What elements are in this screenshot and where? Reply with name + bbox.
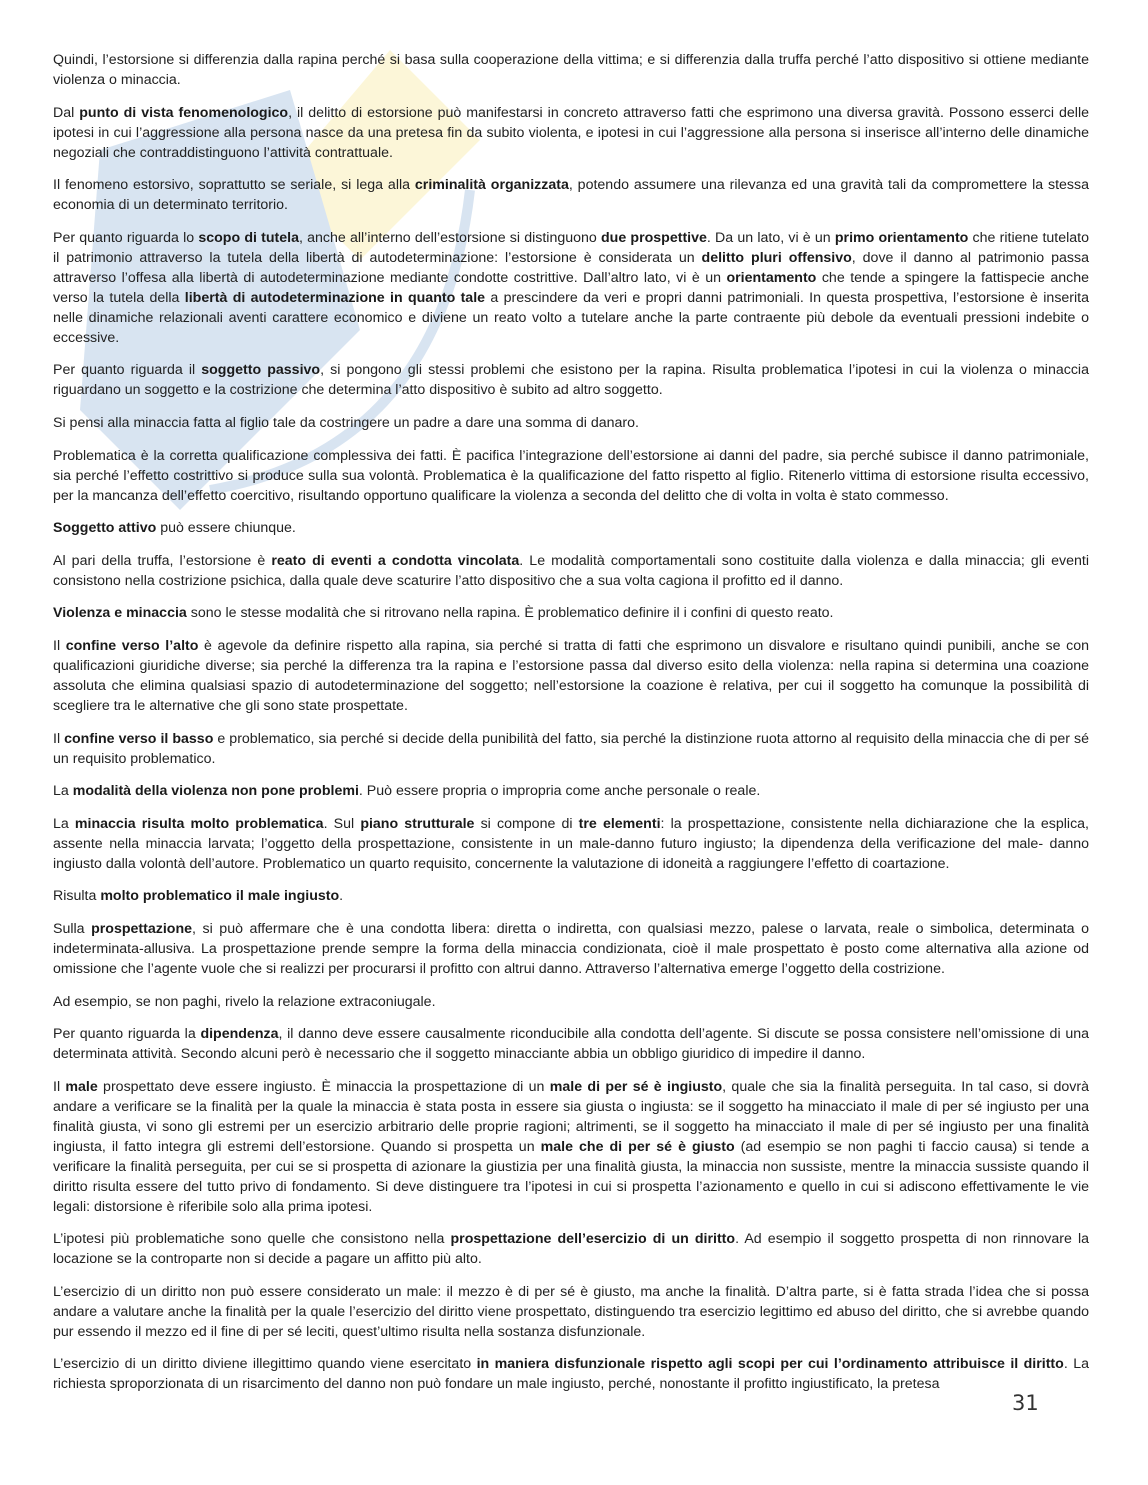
text-run: è agevole da definire rispetto alla rapina, sia perché si tratta di fatti che esprimono un disvalore e risultano quindi punibili, anche se con qualificazioni giuridiche diverse; sia perché la differenza tra la rapina e l’estorsione passa dal diverso esito della violenza: nella rapina si determina una coazione assoluta che elimina qualsiasi spazio di autodeterminazione del soggetto; nell’estorsione la coazione è relativa, per cui il soggetto ha comunque la possibilità di scegliere tra le alternative che gli sono state prospettate.	[53, 637, 1089, 714]
text-run: Il	[53, 1078, 66, 1095]
text-run: Il	[53, 730, 65, 747]
text-run: , quale che sia la finalità perseguita. In tal caso, si dovrà andare a verificare se la finalità per la quale la minaccia è stata posta in essere sia giusta o ingiusta: se il soggetto ha minacciato il male di per sé ingiusto per una finalità giusta, vi sono gli estremi per un esercizio arbitrario delle proprie ragioni; altrimenti, se il soggetto ha minacciato il male di per sé ingiusto per una finalità ingiusta, il fatto integra gli estremi dell’estorsione. Quando si prospetta un	[53, 1078, 1089, 1155]
page-number: 31	[1012, 1391, 1039, 1415]
bold-term: criminalità organizzata	[414, 177, 569, 194]
paragraph	[53, 603, 1089, 623]
paragraph	[53, 1229, 1089, 1269]
bold-term: male di per sé è ingiusto	[549, 1078, 723, 1095]
bold-term: piano strutturale	[360, 815, 475, 832]
text-run: Per quanto riguarda il	[53, 362, 202, 379]
paragraph	[53, 518, 1089, 538]
bold-term: scopo di tutela	[198, 229, 299, 246]
bold-term: reato di eventi a condotta vincolata	[271, 552, 520, 569]
text-run: L’ipotesi più problematiche sono quelle che consistono nella	[53, 1231, 451, 1248]
bold-term: confine verso l’alto	[65, 637, 199, 654]
paragraph	[53, 446, 1089, 506]
text-run: L’esercizio di un diritto non può essere considerato un male: il mezzo è di per sé è giusto, ma anche la finalità. D’altra parte, si è fatta strada l’idea che si possa andare a valutare anche la finalità per la quale l’esercizio del diritto viene prospettato, distinguendo tra esercizio legittimo ed abuso del diritto, che si avrebbe quando pur essendo il mezzo ed il fine di per sé leciti, quest’ultimo risulta nella sostanza disfunzionale.	[53, 1283, 1089, 1340]
bold-term: libertà di autodeterminazione in quanto tale	[184, 289, 486, 306]
text-run: che tende a spingere la fattispecie anche verso la tutela della	[53, 269, 1089, 306]
text-run: Dal	[53, 104, 80, 121]
paragraph	[53, 919, 1089, 979]
text-run: Il fenomeno estorsivo, soprattutto se seriale, si lega alla	[53, 177, 415, 194]
bold-term: modalità della violenza non pone problemi	[72, 783, 359, 800]
text-run: L’esercizio di un diritto diviene illegittimo quando viene esercitato	[53, 1356, 477, 1373]
bold-term: dipendenza	[200, 1026, 279, 1043]
page-body	[53, 50, 1089, 1407]
paragraph	[53, 413, 1089, 433]
text-run: Sulla	[53, 920, 92, 937]
paragraph	[53, 781, 1089, 801]
text-run: Per quanto riguarda la	[53, 1026, 201, 1043]
bold-term: due prospettive	[601, 229, 707, 246]
bold-term: molto problematico il male ingiusto	[100, 888, 340, 905]
text-run: . Sul	[323, 815, 361, 832]
text-run: Il	[53, 637, 66, 654]
bold-term: prospettazione dell’esercizio di un diritto	[450, 1231, 736, 1248]
bold-term: soggetto passivo	[201, 362, 321, 379]
bold-term: minaccia risulta molto problematica	[74, 815, 324, 832]
bold-term: tre elementi	[578, 815, 661, 832]
text-run: Per quanto riguarda lo	[53, 229, 199, 246]
text-run: . Da un lato, vi è un	[706, 229, 835, 246]
text-run: . Le modalità comportamentali sono costituite dalla violenza e dalla minaccia; gli eventi consistono nella costrizione psichica, dalla quale deve scaturire l’atto dispositivo che a sua volta cagiona il profitto ed il danno.	[53, 552, 1089, 589]
text-run: , si pongono gli stessi problemi che esistono per la rapina. Risulta problematica l’ipotesi in cui la violenza o minaccia riguardano un soggetto e la costrizione che determina l’atto dispositivo è subito ad altro soggetto.	[53, 362, 1089, 399]
text-run: . Può essere propria o impropria come anche personale o reale.	[358, 783, 761, 800]
text-run: (ad esempio se non paghi ti faccio causa) si tende a verificare la finalità perseguita, per cui se si prospetta di azionare la giustizia per una finalità giusta, la minaccia non sussiste, mentre la minaccia sussiste quando il diritto risulta essere del tutto privo di fondamento. Si deve distinguere tra l’ipotesi in cui si prospetta l’azionamento e quello in cui si adiscono effettivamente le vie legali: distorsione è riferibile solo alla prima ipotesi.	[53, 1138, 1089, 1215]
paragraph	[53, 551, 1089, 591]
text-run: La	[53, 783, 73, 800]
paragraph	[53, 103, 1089, 163]
paragraph	[53, 1354, 1089, 1394]
bold-term: orientamento	[726, 269, 817, 286]
bold-term: delitto pluri offensivo	[701, 249, 852, 266]
text-run: sono le stesse modalità che si ritrovano nella rapina. È problematico definire il i confini di questo reato.	[186, 605, 834, 622]
text-run: Quindi, l’estorsione si differenzia dalla rapina perché si basa sulla cooperazione della vittima; e si differenzia dalla truffa perché l’atto dispositivo si ottiene mediante violenza o minaccia.	[53, 52, 1089, 88]
text-run: Risulta	[53, 888, 101, 905]
text-run: La	[53, 815, 75, 832]
paragraph	[53, 360, 1089, 400]
bold-term: in maniera disfunzionale rispetto agli scopi per cui l’ordinamento attribuisce il diritto	[476, 1356, 1064, 1373]
text-run: Al pari della truffa, l’estorsione è	[53, 552, 272, 569]
paragraph	[53, 886, 1089, 906]
text-run: Problematica è la corretta qualificazione complessiva dei fatti. È pacifica l’integrazione dell’estorsione ai danni del padre, sia perché subisce il danno patrimoniale, sia perché l’effetto costrittivo si produce sulla sua volontà. Problematica è la qualificazione del fatto rispetto al figlio. Ritenerlo vittima di estorsione risulta eccessivo, per la mancanza dell’effetto coercitivo, risultando opportuno qualificare la violenza a seconda del delitto che di volta in volta è stato commesso.	[53, 447, 1089, 504]
text-run: che ritiene tutelato il patrimonio attraverso la tutela della libertà di autodeterminazione: l’estorsione è considerata un	[53, 229, 1090, 266]
bold-term: Violenza e minaccia	[53, 605, 187, 622]
bold-term: punto di vista fenomenologico	[79, 104, 289, 121]
text-run: : la prospettazione, consistente nella dichiarazione che la esplica, assente nella minaccia larvata; l’oggetto della prospettazione, consistente in un male-danno futuro ingiusto; la dipendenza della verificazione del male- danno ingiusto dalla volontà dell’autore. Problematico un quarto requisito, concernente la valutazione di idoneità a raggiungere l’effetto di coartazione.	[53, 815, 1090, 872]
paragraph	[53, 1024, 1089, 1064]
text-run: , si può affermare che è una condotta libera: diretta o indiretta, con qualsiasi mezzo, palese o larvata, reale o simbolica, determinata o indeterminata-allusiva. La prospettazione prende sempre la forma della minaccia condizionata, cioè il male prospettato è posto come alternativa alla azione od omissione che l’agente vuole che si realizzi per procurarsi il profitto con altrui danno. Attraverso l’alternativa emerge l’oggetto della costrizione.	[53, 920, 1089, 977]
paragraph	[53, 228, 1089, 348]
text-run: , anche all’interno dell’estorsione si distinguono	[298, 229, 601, 246]
text-run: prospettato deve essere ingiusto. È minaccia la prospettazione di un	[97, 1078, 550, 1095]
bold-term: male	[65, 1078, 98, 1095]
text-run: , dove il danno al patrimonio passa attraverso l’offesa alla libertà di autodeterminazione mediante condotte costrittive. Dall’altro lato, vi è un	[53, 249, 1089, 286]
bold-term: confine verso il basso	[64, 730, 214, 747]
text-run: può essere chiunque.	[156, 520, 296, 537]
paragraph	[53, 814, 1089, 874]
bold-term: primo orientamento	[834, 229, 969, 246]
text-run: , il danno deve essere causalmente riconducibile alla condotta dell’agente. Si discute se possa consistere nell’omissione di una determinata attività. Secondo alcuni però è necessario che il soggetto minacciante abbia un obbligo giuridico di impedire il danno.	[53, 1026, 1089, 1063]
paragraph	[53, 729, 1089, 769]
text-run: Si pensi alla minaccia fatta al figlio tale da costringere un padre a dare una somma di danaro.	[53, 414, 639, 431]
text-run: .	[339, 888, 344, 905]
text-run: e problematico, sia perché si decide della punibilità del fatto, sia perché la distinzione ruota attorno al requisito della minaccia che di per sé un requisito problematico.	[53, 730, 1089, 767]
bold-term: Soggetto attivo	[53, 520, 157, 537]
paragraph	[53, 992, 1089, 1012]
paragraph	[53, 175, 1089, 215]
text-run: Ad esempio, se non paghi, rivelo la relazione extraconiugale.	[53, 993, 436, 1010]
text-run: . Ad esempio il soggetto prospetta di non rinnovare la locazione se la controparte non si decide a pagare un affitto più alto.	[53, 1231, 1089, 1268]
text-run: . La richiesta sproporzionata di un risarcimento del danno non può fondare un male ingiusto, perché, nonostante il profitto ingiustificato, la pretesa	[53, 1356, 1089, 1393]
bold-term: male che di per sé è giusto	[540, 1138, 735, 1155]
paragraph	[53, 636, 1089, 716]
paragraph	[53, 1077, 1089, 1217]
text-run: a prescindere da veri e propri danni patrimoniali. In questa prospettiva, l’estorsione è inserita nelle dinamiche relazionali aventi carattere economico e diviene un reato volto a tutelare anche la parte contraente più debole da eventuali pressioni indebite o eccessive.	[53, 289, 1090, 346]
text-run: , il delitto di estorsione può manifestarsi in concreto attraverso fatti che esprimono una diversa gravità. Possono esserci delle ipotesi in cui l’aggressione alla persona nasce da una pretesa fin da subito violenta, e ipotesi in cui l’aggressione alla persona si inserisce all’interno delle dinamiche negoziali che contraddistinguono l’attività contrattuale.	[53, 104, 1089, 161]
text-run: , potendo assumere una rilevanza ed una gravità tali da compromettere la stessa economia di un determinato territorio.	[53, 177, 1090, 214]
bold-term: prospettazione	[91, 920, 193, 937]
text-run: si compone di	[474, 815, 579, 832]
paragraph	[53, 1282, 1089, 1342]
paragraph	[53, 50, 1089, 90]
